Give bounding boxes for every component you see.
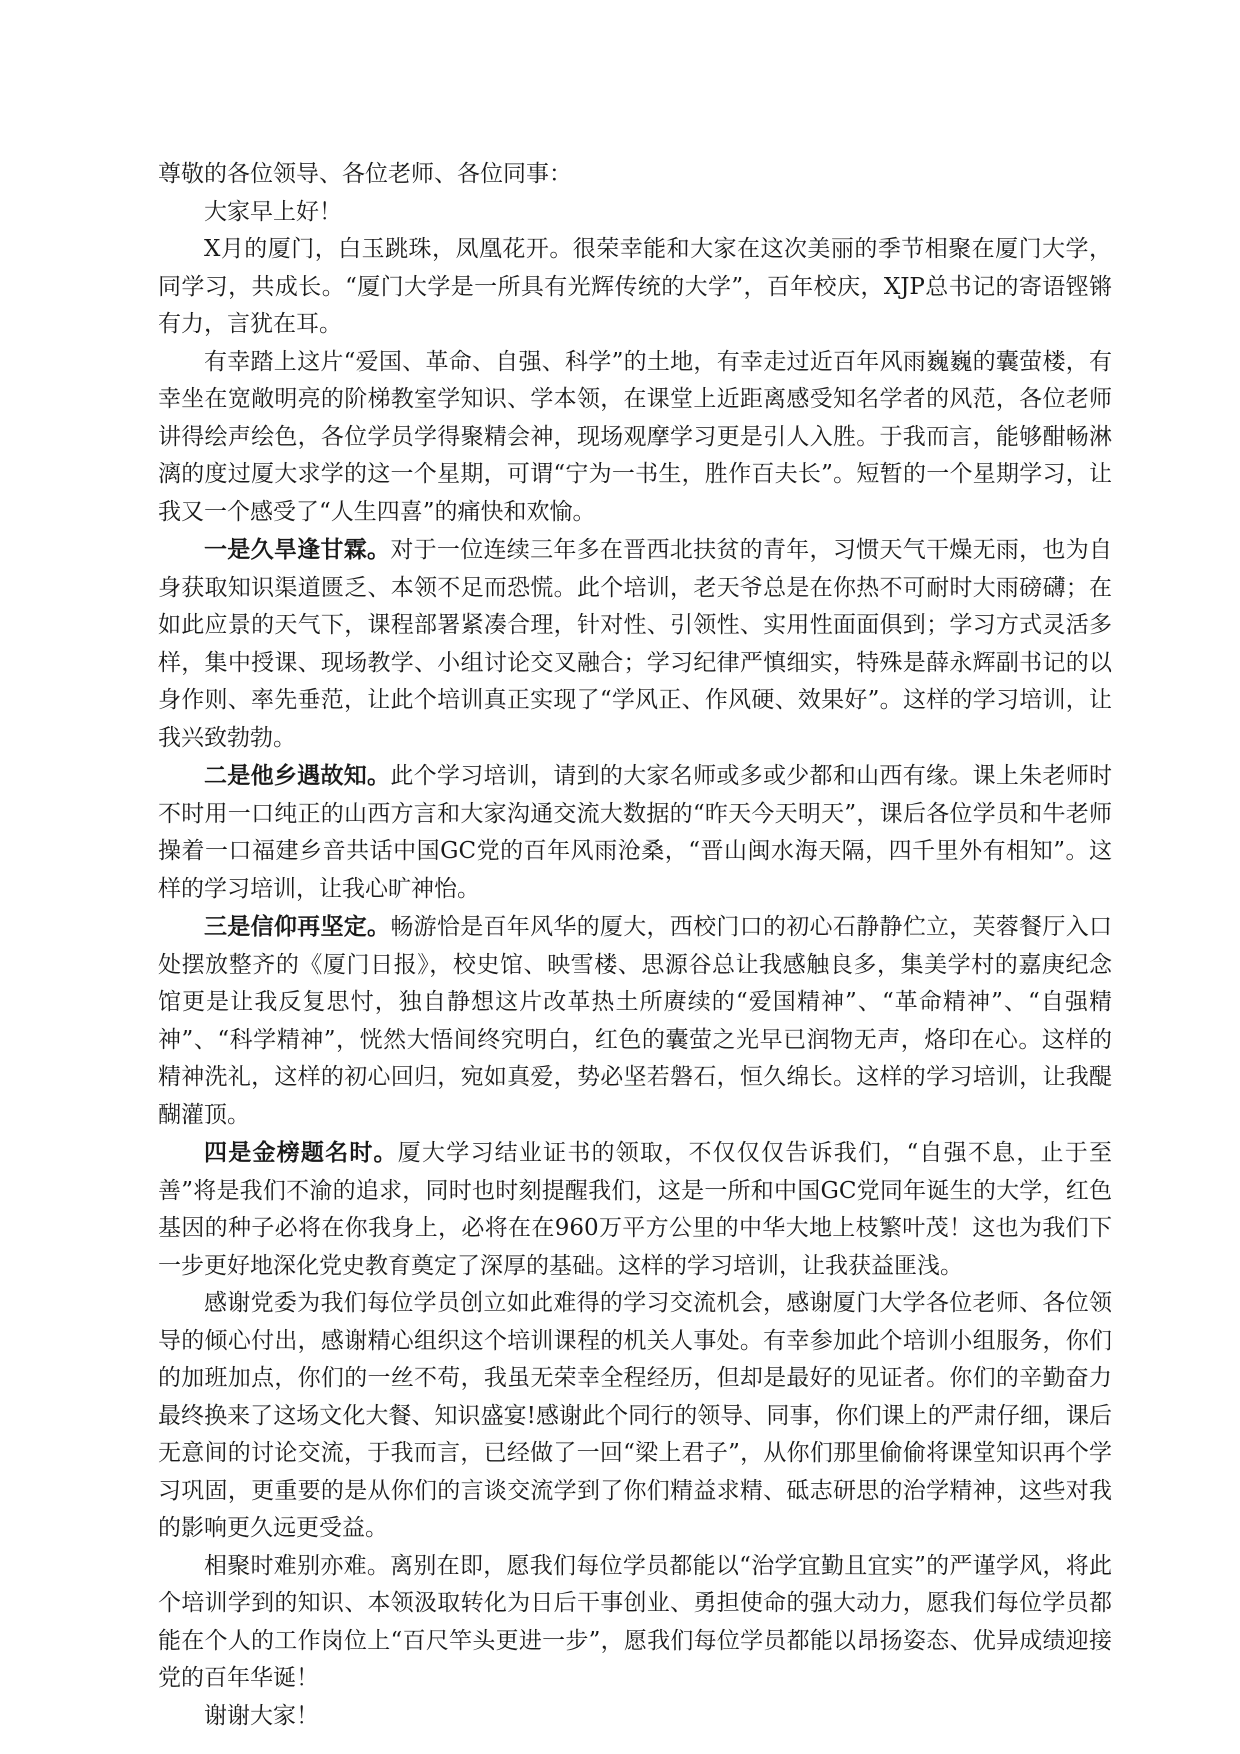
section-three-heading: 三是信仰再坚定。 — [204, 913, 391, 940]
section-two-text: 此个学习培训，请到的大家名师或多或少都和山西有缘。课上朱老师时不时用一口纯正的山西方言和大家沟通交流大数据的“昨天今天明天”，课后各位学员和牛老师操着一口福建乡音共话中国GC党的百年风雨沧桑，“晋山闽水海天隔，四千里外有相知”。这样的学习培训，让我心旷神怡。 — [158, 763, 1113, 902]
section-one — [158, 531, 1112, 757]
section-four — [158, 1134, 1112, 1285]
section-one-heading: 一是久旱逢甘霖。 — [204, 536, 391, 563]
speech-document — [158, 156, 1112, 1735]
section-one-text: 对于一位连续三年多在晋西北扶贫的青年，习惯天气干燥无雨，也为自身获取知识渠道匮乏、本领不足而恐慌。此个培训，老天爷总是在你热不可耐时大雨磅礴；在如此应景的天气下，课程部署紧凑合理，针对性、引领性、实用性面面俱到；学习方式灵活多样，集中授课、现场教学、小组讨论交叉融合；学习纪律严慎细实，特殊是薛永辉副书记的以身作则、率先垂范，让此个培训真正实现了“学风正、作风硬、效果好”。这样的学习培训，让我兴致勃勃。 — [158, 537, 1113, 751]
salutation: 尊敬的各位领导、各位老师、各位同事： — [158, 161, 572, 187]
closing: 谢谢大家！ — [204, 1702, 319, 1729]
section-four-heading: 四是金榜题名时。 — [204, 1139, 398, 1166]
section-three-text: 畅游恰是百年风华的厦大，西校门口的初心石静静伫立，芙蓉餐厅入口处摆放整齐的《厦门日报》，校史馆、映雪楼、思源谷总让我感触良多，集美学村的嘉庚纪念馆更是让我反复思忖，独自静想这片改革热土所赓续的“爱国精神”、“革命精神”、“自强精神”、“科学精神”，恍然大悟间终究明白，红色的囊萤之光早已润物无声，烙印在心。这样的精神洗礼，这样的初心回归，宛如真爱，势必坚若磐石，恒久绵长。这样的学习培训，让我醍醐灌顶。 — [158, 914, 1113, 1128]
paragraph-experience: 有幸踏上这片“爱国、革命、自强、科学”的土地，有幸走过近百年风雨巍巍的囊萤楼，有幸坐在宽敞明亮的阶梯教室学知识、学本领，在课堂上近距离感受知名学者的风范，各位老师讲得绘声绘色，各位学员学得聚精会神，现场观摩学习更是引人入胜。于我而言，能够酣畅淋漓的度过厦大求学的这一个星期，可谓“宁为一书生，胜作百夫长”。短暂的一个星期学习，让我又一个感受了“人生四喜”的痛快和欢愉。 — [158, 348, 1112, 525]
paragraph-intro: X月的厦门，白玉跳珠，凤凰花开。很荣幸能和大家在这次美丽的季节相聚在厦门大学，同学习，共成长。“厦门大学是一所具有光辉传统的大学”，百年校庆，XJP总书记的寄语铿锵有力，言犹在耳。 — [158, 236, 1112, 337]
section-two — [158, 757, 1112, 908]
greeting: 大家早上好！ — [204, 198, 342, 225]
section-three — [158, 908, 1112, 1134]
paragraph-thanks: 感谢党委为我们每位学员创立如此难得的学习交流机会，感谢厦门大学各位老师、各位领导的倾心付出，感谢精心组织这个培训课程的机关人事处。有幸参加此个培训小组服务，你们的加班加点，你们的一丝不苟，我虽无荣幸全程经历，但却是最好的见证者。你们的辛勤奋力最终换来了这场文化大餐、知识盛宴!感谢此个同行的领导、同事，你们课上的严肃仔细，课后无意间的讨论交流，于我而言，已经做了一回“梁上君子”，从你们那里偷偷将课堂知识再个学习巩固，更重要的是从你们的言谈交流学到了你们精益求精、砥志研思的治学精神，这些对我的影响更久远更受益。 — [158, 1290, 1112, 1541]
section-two-heading: 二是他乡遇故知。 — [204, 762, 391, 789]
section-four-text: 厦大学习结业证书的领取，不仅仅仅告诉我们，“自强不息，止于至善”将是我们不渝的追求，同时也时刻提醒我们，这是一所和中国GC党同年诞生的大学，红色基因的种子必将在你我身上，必将在在960万平方公里的中华大地上枝繁叶茂！这也为我们下一步更好地深化党史教育奠定了深厚的基础。这样的学习培训，让我获益匪浅。 — [158, 1140, 1112, 1279]
paragraph-farewell: 相聚时难别亦难。离别在即，愿我们每位学员都能以“治学宜勤且宜实”的严谨学风，将此个培训学到的知识、本领汲取转化为日后干事创业、勇担使命的强大动力，愿我们每位学员都能在个人的工作岗位上“百尺竿头更进一步”，愿我们每位学员都能以昂扬姿态、优异成绩迎接党的百年华诞！ — [158, 1552, 1112, 1691]
